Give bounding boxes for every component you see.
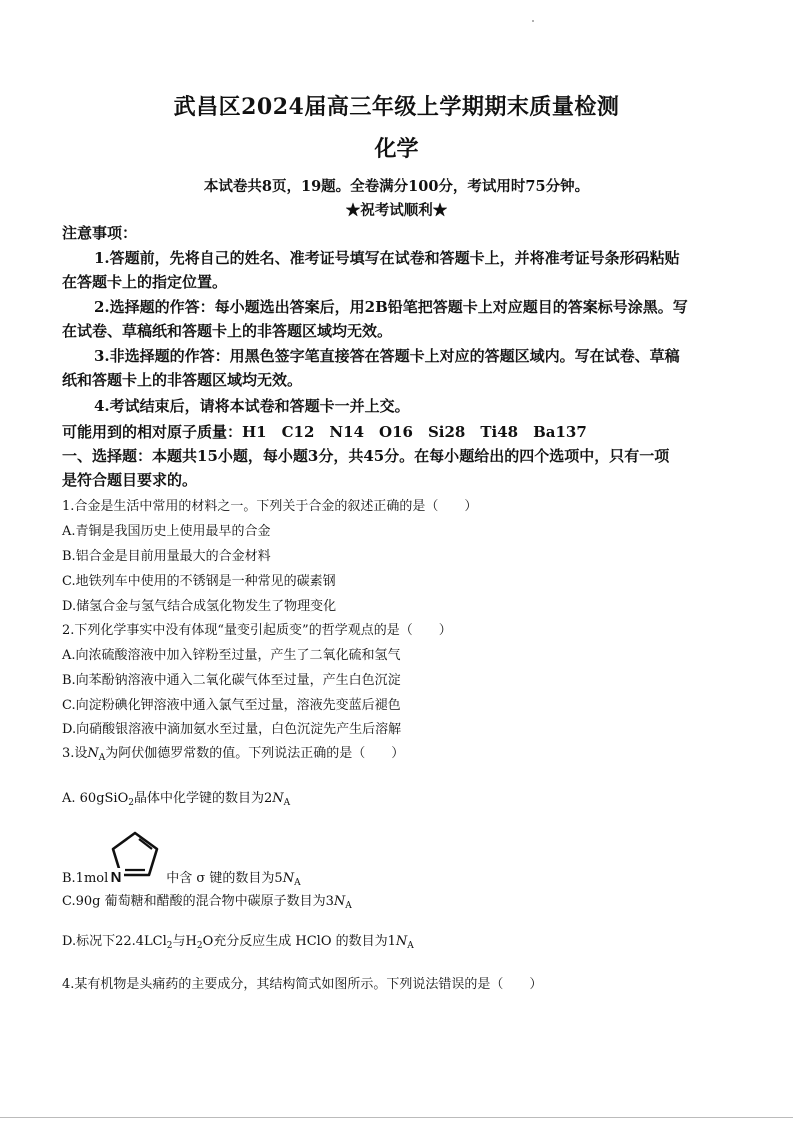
note-1-line-2: 在答题卡上的指定位置。 [62,273,228,291]
section-1-line-2: 是符合题目要求的。 [62,471,198,489]
q1-option-b: B.铝合金是目前用量最大的合金材料 [62,549,271,564]
q3-a-na-sub: A [283,798,291,808]
q3-na-symbol: N [87,746,99,761]
note-4: 4.考试结束后，请将本试卷和答题卡一并上交。 [94,397,410,415]
note-2-line-2: 在试卷、草稿纸和答题卡上的非答题区域均无效。 [62,322,393,340]
q1-option-d: D.储氢合金与氢气结合成氢化物发生了物理变化 [62,599,337,614]
section-1-line-1: 一、选择题：本题共15小题，每小题3分，共45分。在每小题给出的四个选项中，只有一项 [62,447,670,465]
exam-title: 武昌区2024届高三年级上学期期末质量检测 [173,94,620,120]
q3-a-na: N [272,791,284,806]
q2-option-c: C.向淀粉碘化钾溶液中通入氯气至过量，溶液先变蓝后褪色 [62,698,401,713]
q4-stem: 4.某有机物是头痛药的主要成分，其结构简式如图所示。下列说法错误的是（ ） [62,977,543,992]
q3-a-pre: A. 60gSiO [62,791,129,806]
q2-stem: 2.下列化学事实中没有体现“量变引起质变”的哲学观点的是（ ） [62,623,452,638]
q3-stem-pre: 3.设 [62,746,88,761]
q2-option-b: B.向苯酚钠溶液中通入二氧化碳气体至过量，产生白色沉淀 [62,673,401,688]
note-3-line-1: 3.非选择题的作答：用黑色签字笔直接答在答题卡上对应的答题区域内。写在试卷、草稿 [94,347,680,365]
q3-d-na-sub: A [407,941,414,951]
q3-b-pre: B.1mol [62,871,109,886]
q2-option-d: D.向硝酸银溶液中滴加氨水至过量，白色沉淀先产生后溶解 [62,722,402,737]
exam-wish: ★祝考试顺利★ [345,202,448,219]
q3-option-a [62,790,290,812]
q3-b-na-sub: A [294,878,301,888]
note-3-line-2: 纸和答题卡上的非答题区域均无效。 [62,371,303,389]
q3-c-na: N [333,894,346,909]
scan-dot [532,20,534,22]
q3-b-post: 中含 σ 键的数目为5 [166,871,283,886]
q3-c-text: C.90g 葡萄糖和醋酸的混合物中碳原子数目为3 [62,894,334,909]
page-bottom-rule [0,1117,793,1118]
q3-d-mid: 与H [172,934,197,949]
q3-stem-post: 为阿伏伽德罗常数的值。下列说法正确的是（ ） [105,746,405,761]
q3-option-d [62,933,414,955]
q3-d-sub: 2 [166,941,173,951]
note-2-line-1: 2.选择题的作答：每小题选出答案后，用2B铅笔把答题卡上对应题目的答案标号涂黑。写 [94,298,688,316]
q3-d-pre: D.标况下22.4LCl [62,934,167,949]
q3-a-sub: 2 [128,798,134,808]
q3-c-na-sub: A [345,901,352,911]
q3-stem [62,745,404,767]
ring-nitrogen-atom: N [110,869,122,886]
q1-stem: 1.合金是生活中常用的材料之一。下列关于合金的叙述正确的是（ ） [62,499,478,514]
note-1-line-1: 1.答题前，先将自己的姓名、准考证号填写在试卷和答题卡上，并将准考证号条形码粘贴 [94,249,680,267]
q3-d-sub2: 2 [196,941,203,951]
q3-option-c [62,893,352,915]
q3-b-na: N [282,871,295,886]
q3-d-na: N [395,934,408,949]
atomic-masses: 可能用到的相对原子质量：H1 C12 N14 O16 Si28 Ti48 Ba137 [62,423,587,441]
q2-option-a: A.向浓硫酸溶液中加入锌粉至过量，产生了二氧化硫和氢气 [62,648,401,663]
q3-na-sub: A [98,753,106,763]
q3-a-post: 晶体中化学键的数目为2 [133,791,273,806]
q3-d-post: O充分反应生成 HClO 的数目为1 [202,934,396,949]
q1-option-c: C.地铁列车中使用的不锈钢是一种常见的碳素钢 [62,574,336,589]
exam-info: 本试卷共8页，19题。全卷满分100分，考试用时75分钟。 [203,178,590,195]
q3-option-b [62,870,301,892]
subject-title: 化学 [374,136,419,162]
notes-heading: 注意事项： [62,224,138,242]
q1-option-a: A.青铜是我国历史上使用最早的合金 [62,524,271,539]
